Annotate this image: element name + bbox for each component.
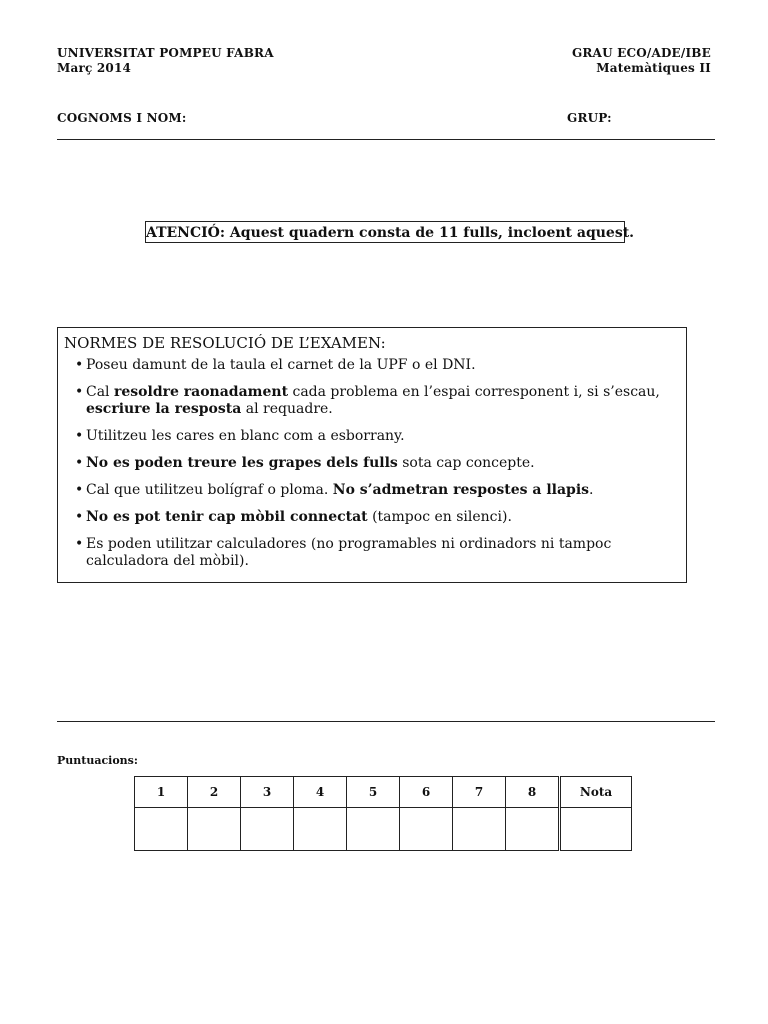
- rule-text: cada problema en l’espai corresponent i, si s’escau,: [288, 384, 660, 400]
- score-cell-nota: [560, 808, 632, 851]
- attention-box: [145, 221, 635, 243]
- score-cell: [135, 808, 188, 851]
- score-cell: [400, 808, 453, 851]
- rule-text: Poseu damunt de la taula el carnet de la UPF o el DNI.: [86, 357, 476, 373]
- rule-text: Cal que utilitzeu bolígraf o ploma.: [86, 482, 333, 498]
- score-cell: [347, 808, 400, 851]
- score-header-problem: 2: [188, 777, 241, 808]
- rule-item: [64, 357, 678, 374]
- scores-table: [134, 776, 632, 851]
- attention-text: Aquest quadern consta de 11 fulls, incloent aquest.: [229, 225, 635, 241]
- scores-entry-row: [135, 808, 632, 851]
- exam-date: Març 2014: [57, 61, 132, 75]
- rule-item: [64, 428, 678, 445]
- rule-emphasis: No es poden treure les grapes dels fulls: [86, 455, 398, 471]
- rules-title: NORMES DE RESOLUCIÓ DE L’EXAMEN:: [64, 334, 386, 352]
- score-header-problem: 8: [506, 777, 560, 808]
- rule-text: al requadre.: [241, 401, 333, 417]
- rule-item: [64, 482, 678, 499]
- group-label: GRUP:: [567, 111, 612, 125]
- rule-text: (tampoc en silenci).: [367, 509, 512, 525]
- subject-name: Matemàtiques II: [596, 61, 711, 75]
- score-cell: [294, 808, 347, 851]
- score-cell: [506, 808, 560, 851]
- rules-list: [64, 357, 678, 570]
- name-label: COGNOMS I NOM:: [57, 111, 187, 125]
- rule-emphasis: escriure la resposta: [86, 401, 242, 417]
- score-cell: [453, 808, 506, 851]
- scores-label: Puntuacions:: [57, 754, 138, 767]
- header-divider: [57, 139, 715, 140]
- rule-item: [64, 455, 678, 472]
- score-header-nota: Nota: [560, 777, 632, 808]
- exam-rules-box: [57, 327, 687, 583]
- rule-item: [64, 536, 678, 570]
- scores-header-row: [135, 777, 632, 808]
- score-cell: [188, 808, 241, 851]
- score-cell: [241, 808, 294, 851]
- rule-emphasis: resoldre raonadament: [114, 384, 289, 400]
- score-header-problem: 3: [241, 777, 294, 808]
- attention-label: ATENCIÓ:: [146, 225, 226, 241]
- rule-emphasis: No es pot tenir cap mòbil connectat: [86, 509, 368, 525]
- rule-text: Utilitzeu les cares en blanc com a esborrany.: [86, 428, 405, 444]
- rule-text: .: [589, 482, 594, 498]
- score-header-problem: 6: [400, 777, 453, 808]
- rule-text: sota cap concepte.: [397, 455, 535, 471]
- rule-text: Es poden utilitzar calculadores (no programables ni ordinadors ni tampoc calculadora del mòbil).: [86, 536, 612, 569]
- score-header-problem: 4: [294, 777, 347, 808]
- score-header-problem: 7: [453, 777, 506, 808]
- rule-item: [64, 384, 678, 418]
- score-header-problem: 5: [347, 777, 400, 808]
- footer-divider: [57, 721, 715, 722]
- rule-item: [64, 509, 678, 526]
- header-right: [572, 46, 711, 76]
- degree-name: GRAU ECO/ADE/IBE: [571, 46, 711, 60]
- university-name: UNIVERSITAT POMPEU FABRA: [57, 46, 274, 60]
- rule-text: Cal: [86, 384, 114, 400]
- score-header-problem: 1: [135, 777, 188, 808]
- rule-emphasis: No s’admetran respostes a llapis: [332, 482, 590, 498]
- header-left: [57, 46, 274, 76]
